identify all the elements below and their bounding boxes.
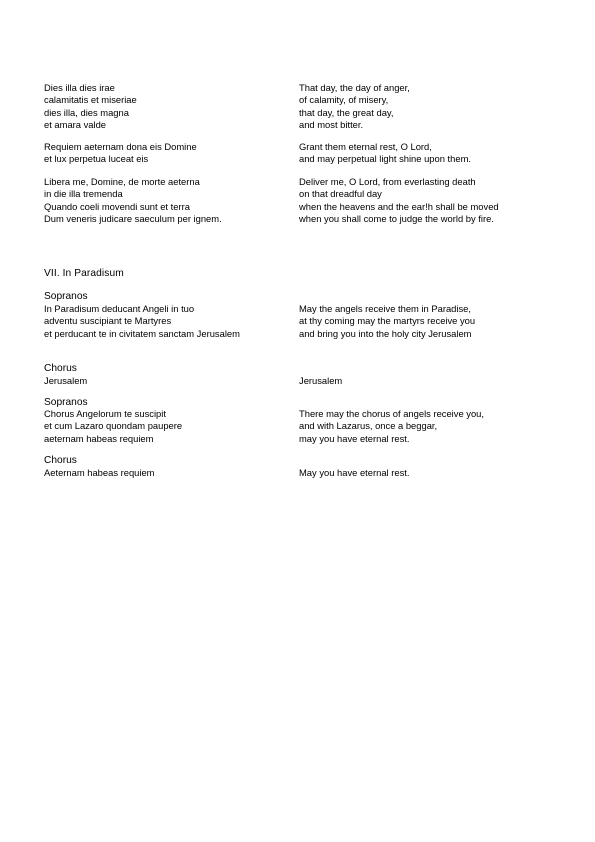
english-column <box>299 375 342 387</box>
english-line: and most bitter. <box>299 119 364 131</box>
english-column <box>299 82 410 132</box>
english-line: at thy coming may the martyrs receive you <box>299 315 476 327</box>
latin-line: Dies illa dies irae <box>44 82 115 93</box>
latin-line: aeternam habeas requiem <box>44 432 154 444</box>
voice-label-sopranos: Sopranos <box>44 397 88 408</box>
latin-column <box>44 141 197 166</box>
latin-column <box>44 82 137 132</box>
english-column <box>299 176 499 226</box>
latin-line: et perducant te in civitatem sanctam Jerusalem <box>44 327 240 339</box>
english-line: and with Lazarus, once a beggar, <box>299 420 438 432</box>
english-line: of calamity, of misery, <box>299 94 389 106</box>
english-line: Jerusalem <box>299 375 343 386</box>
english-column <box>299 467 409 479</box>
english-column <box>299 303 475 340</box>
latin-line: Aeternam habeas requiem <box>44 467 155 478</box>
english-line: when you shall come to judge the world by fire. <box>299 213 494 225</box>
english-line: May you have eternal rest. <box>299 467 410 478</box>
latin-column <box>44 375 87 387</box>
english-line: and may perpetual light shine upon them. <box>299 153 471 165</box>
latin-line: Dum veneris judicare saeculum per ignem. <box>44 213 222 225</box>
english-column <box>299 141 471 166</box>
english-line: Grant them eternal rest, O Lord, <box>299 141 432 152</box>
english-line: Deliver me, O Lord, from everlasting death <box>299 176 476 187</box>
latin-line: dies illa, dies magna <box>44 106 129 118</box>
latin-line: Requiem aeternam dona eis Domine <box>44 141 197 152</box>
voice-label-sopranos: Sopranos <box>44 291 88 302</box>
english-line: on that dreadful day <box>299 188 382 200</box>
latin-line: et lux perpetua luceat eis <box>44 153 149 165</box>
latin-line: Libera me, Domine, de morte aeterna <box>44 176 200 187</box>
latin-column <box>44 467 154 479</box>
english-line: May the angels receive them in Paradise, <box>299 303 471 314</box>
voice-label-chorus: Chorus <box>44 363 77 374</box>
latin-column <box>44 303 240 340</box>
english-line: That day, the day of anger, <box>299 82 410 93</box>
latin-column <box>44 408 182 445</box>
latin-line: calamitatis et miseriae <box>44 94 137 106</box>
english-line: and bring you into the holy city Jerusalem <box>299 327 472 339</box>
english-line: There may the chorus of angels receive you, <box>299 408 484 419</box>
voice-label-chorus: Chorus <box>44 455 77 466</box>
latin-line: Chorus Angelorum te suscipit <box>44 408 166 419</box>
english-line: when the heavens and the ear!h shall be moved <box>299 200 499 212</box>
latin-line: et amara valde <box>44 119 107 131</box>
section-heading: VII. In Paradisum <box>44 268 124 279</box>
latin-line: et cum Lazaro quondam paupere <box>44 420 183 432</box>
english-line: may you have eternal rest. <box>299 432 410 444</box>
latin-line: Jerusalem <box>44 375 88 386</box>
english-line: that day, the great day, <box>299 106 394 118</box>
latin-line: Quando coeli movendi sunt et terra <box>44 200 190 212</box>
latin-line: in die illa tremenda <box>44 188 123 200</box>
latin-line: In Paradisum deducant Angeli in tuo <box>44 303 195 314</box>
latin-column <box>44 176 222 226</box>
english-column <box>299 408 484 445</box>
latin-line: adventu suscipiant te Martyres <box>44 315 172 327</box>
